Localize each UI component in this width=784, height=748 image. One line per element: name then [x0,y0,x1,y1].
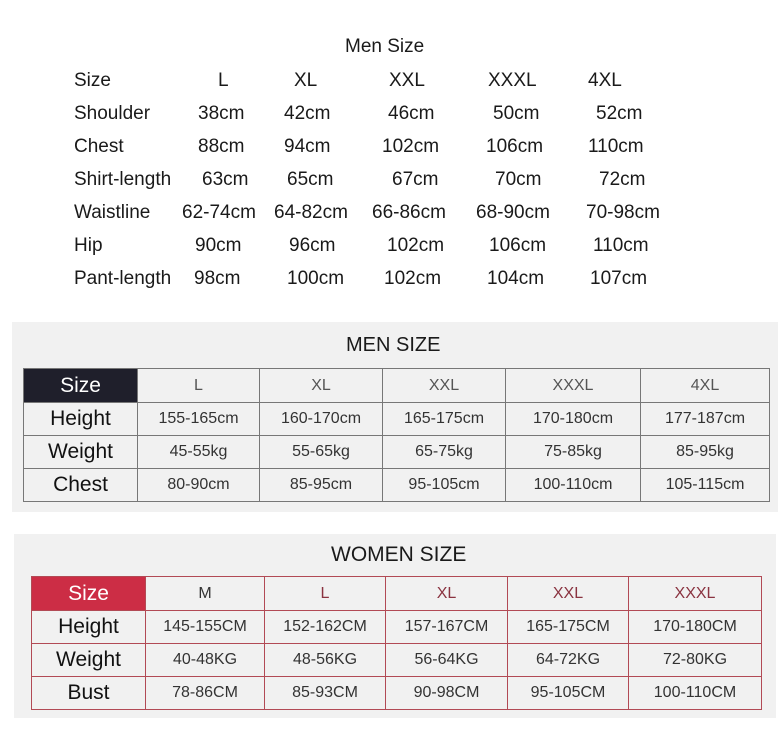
table-header-cell: L [265,577,386,611]
table-header-cell: XXL [508,577,629,611]
list-cell: 90cm [195,235,242,256]
list-cell: 46cm [388,103,435,124]
men-list-row [0,136,784,169]
table-cell: 170-180cm [506,403,641,436]
list-cell: XL [294,70,318,91]
table-row-label: Height [24,403,138,436]
table-cell: 72-80KG [629,644,762,677]
list-cell: 110cm [588,136,644,157]
table-header-cell: 4XL [641,369,770,403]
table-header-row [32,577,762,611]
list-cell: 52cm [596,103,643,124]
table-cell: 170-180CM [629,611,762,644]
table-cell: 95-105cm [383,469,506,502]
list-cell: 104cm [487,268,545,289]
table-cell: 78-86CM [146,677,265,710]
table-row-label: Weight [32,644,146,677]
table-cell: 55-65kg [260,436,383,469]
table-cell: 85-95kg [641,436,770,469]
table-header-cell: Size [24,369,138,403]
list-row-label: Shirt-length [74,169,172,190]
table-cell: 48-56KG [265,644,386,677]
list-cell: 42cm [284,103,331,124]
list-row-label: Hip [74,235,103,256]
list-cell: Size [74,70,111,91]
table-cell: 155-165cm [138,403,260,436]
table-row [24,436,770,469]
list-cell: 62-74cm [182,202,256,223]
table-header-cell: XXL [383,369,506,403]
men-size-table [23,368,770,502]
list-cell: 106cm [489,235,547,256]
table-header-cell: XL [386,577,508,611]
list-cell: 98cm [194,268,241,289]
list-row-label: Chest [74,136,124,157]
table-header-cell: L [138,369,260,403]
list-cell: L [218,70,229,91]
list-cell: 102cm [387,235,445,256]
table-cell: 157-167CM [386,611,508,644]
table-cell: 165-175CM [508,611,629,644]
table-header-cell: XL [260,369,383,403]
table-cell: 160-170cm [260,403,383,436]
men-list-header-row [0,70,784,103]
table-cell: 105-115cm [641,469,770,502]
women-table-title: WOMEN SIZE [331,543,467,566]
table-cell: 80-90cm [138,469,260,502]
table-cell: 165-175cm [383,403,506,436]
women-size-table [31,576,762,710]
table-cell: 56-64KG [386,644,508,677]
table-cell: 65-75kg [383,436,506,469]
table-header-cell: XXXL [629,577,762,611]
table-cell: 95-105CM [508,677,629,710]
list-cell: 107cm [590,268,648,289]
table-row-label: Height [32,611,146,644]
table-row-label: Chest [24,469,138,502]
list-row-label: Pant-length [74,268,172,289]
list-cell: 4XL [588,70,622,91]
list-cell: 96cm [289,235,336,256]
list-cell: 65cm [287,169,334,190]
table-cell: 90-98CM [386,677,508,710]
list-cell: XXXL [488,70,537,91]
list-cell: 50cm [493,103,540,124]
list-row-label: Shoulder [74,103,151,124]
list-cell: 102cm [382,136,440,157]
list-cell: 68-90cm [476,202,550,223]
table-row [32,611,762,644]
table-cell: 177-187cm [641,403,770,436]
table-header-cell: XXXL [506,369,641,403]
table-cell: 45-55kg [138,436,260,469]
list-cell: 94cm [284,136,331,157]
list-cell: XXL [389,70,425,91]
table-row [24,403,770,436]
table-header-cell: Size [32,577,146,611]
table-row [24,469,770,502]
table-cell: 40-48KG [146,644,265,677]
men-list-row [0,103,784,136]
list-cell: 110cm [593,235,649,256]
list-cell: 70cm [495,169,542,190]
table-cell: 85-95cm [260,469,383,502]
table-row-label: Bust [32,677,146,710]
table-cell: 100-110CM [629,677,762,710]
men-table-title: MEN SIZE [346,334,441,356]
list-cell: 72cm [599,169,646,190]
list-cell: 106cm [486,136,544,157]
men-size-list-title: Men Size [345,36,425,57]
men-list-row [0,268,784,301]
list-cell: 67cm [392,169,439,190]
table-cell: 152-162CM [265,611,386,644]
table-cell: 145-155CM [146,611,265,644]
table-row-label: Weight [24,436,138,469]
table-cell: 64-72KG [508,644,629,677]
men-list-row [0,202,784,235]
list-cell: 66-86cm [372,202,446,223]
list-cell: 63cm [202,169,249,190]
list-cell: 102cm [384,268,442,289]
table-header-cell: M [146,577,265,611]
list-cell: 88cm [198,136,245,157]
list-cell: 70-98cm [586,202,660,223]
table-cell: 85-93CM [265,677,386,710]
list-cell: 64-82cm [274,202,348,223]
list-row-label: Waistline [74,202,151,223]
men-list-row [0,169,784,202]
list-cell: 38cm [198,103,245,124]
table-row [32,677,762,710]
table-header-row [24,369,770,403]
table-cell: 75-85kg [506,436,641,469]
list-cell: 100cm [287,268,345,289]
table-row [32,644,762,677]
table-cell: 100-110cm [506,469,641,502]
men-list-row [0,235,784,268]
